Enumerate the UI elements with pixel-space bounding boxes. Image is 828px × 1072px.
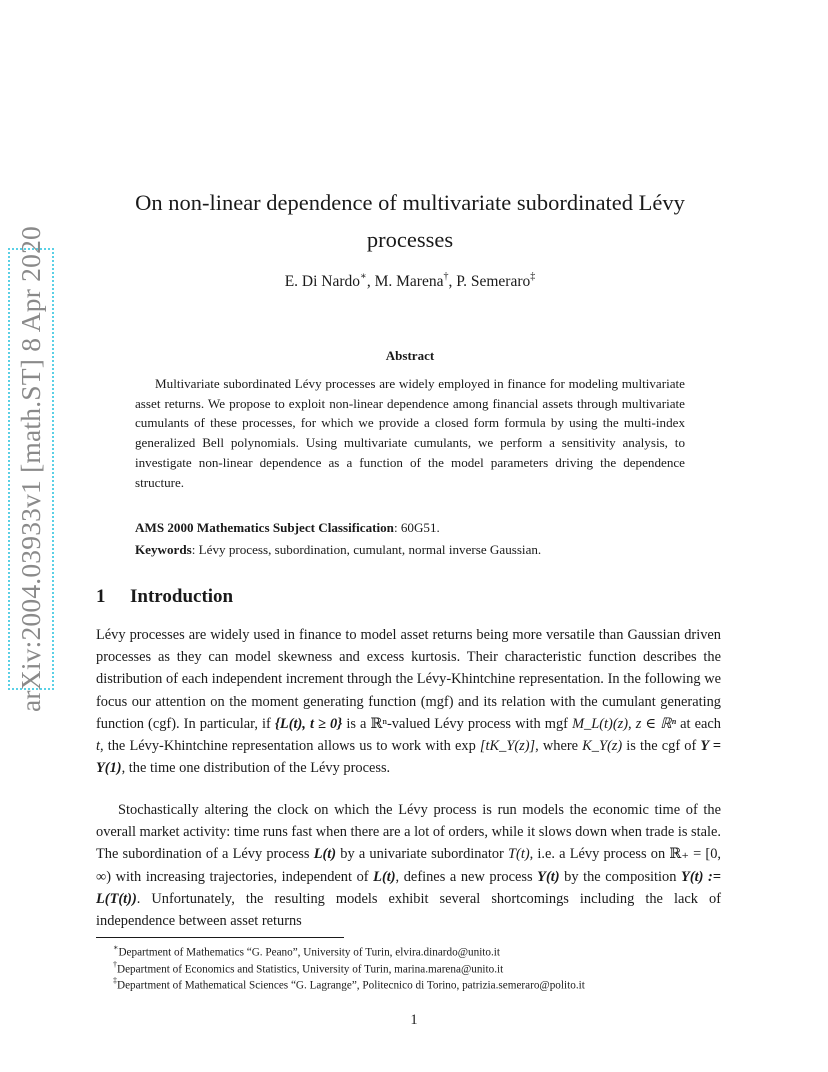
paragraph-text: Stochastically altering the clock on which the Lévy process is run models the economic time of the overall market activity: time runs fast when there are a lot of orders, while it slows down when trade is stale. The subordination of a Lévy process	[96, 802, 722, 863]
keywords-value: : Lévy process, subordination, cumulant, normal inverse Gaussian.	[191, 542, 542, 557]
paragraph-text: . Unfortunately, the resulting models exhibit several shortcomings including the lack of independence between asset returns	[96, 890, 721, 930]
footnote-text: Department of Mathematical Sciences “G. Lagrange”, Politecnico di Torino, patrizia.semeraro@polito.it	[117, 979, 585, 992]
math-expression: ℝ₊ = [0, ∞)	[96, 846, 722, 885]
paragraph-text: Lévy processes are widely used in finance to model asset returns being more versatile than Gaussian driven processes as they can model skewness and excess kurtosis. Their characteristic function describes the distribution of each independent increment through the Lévy-Khintchine representation. In the following we focus our attention on the moment generating function (mgf) and its relation with the cumulant generating function (cgf). In particular, if	[96, 627, 721, 732]
author-name: M. Marena	[374, 273, 444, 291]
author-footnote-mark[interactable]: †	[443, 271, 449, 282]
math-expression: Y(t) := L(T(t))	[96, 868, 721, 907]
math-expression: [tK_Y(z)]	[479, 738, 536, 755]
arxiv-identifier[interactable]: arXiv:2004.03933v1 [math.ST] 8 Apr 2020	[15, 226, 46, 712]
classification-line	[135, 518, 695, 537]
math-expression: ℝⁿ	[370, 715, 387, 732]
body-paragraph	[96, 799, 721, 932]
paragraph-text: , defines a new process	[395, 868, 538, 885]
classification-label: AMS 2000 Mathematics Subject Classification	[135, 520, 394, 535]
body-paragraph	[96, 624, 721, 779]
section-title: Introduction	[130, 586, 234, 607]
paragraph-text: , the time one distribution of the Lévy process.	[121, 760, 391, 777]
paragraph-text: is a	[342, 715, 371, 732]
paragraph-text: , where	[535, 738, 583, 755]
footnote-mark: †	[113, 960, 117, 969]
paragraph-text: is the cgf of	[622, 738, 701, 755]
math-expression: {L(t), t ≥ 0}	[274, 715, 343, 732]
abstract-heading: Abstract	[385, 348, 435, 363]
paragraph-text: , i.e. a Lévy process on	[529, 846, 670, 863]
section-number: 1	[96, 586, 106, 607]
math-expression: T(t)	[508, 846, 530, 863]
math-expression: M_L(t)(z), z ∈ ℝⁿ	[572, 715, 677, 732]
footnote-mark: ‡	[113, 976, 117, 985]
paragraph-text: at each	[676, 715, 721, 732]
paragraph-text: -valued Lévy process with mgf	[386, 715, 573, 732]
math-expression: Y(t)	[537, 868, 560, 885]
classification-value: : 60G51.	[393, 520, 440, 535]
math-expression: L(t)	[313, 846, 337, 863]
abstract-text: Multivariate subordinated Lévy processes are widely employed in finance for modeling multivariate asset returns. We propose to exploit non-linear dependence among financial assets through multivariate cumulants of these processes, for which we provide a closed form formula by using the multi-index generalized Bell polynomials. Using multivariate cumulants, we perform a sensitivity analysis, to investigate non-linear dependence as a function of the model parameters driving the dependence structure.	[135, 376, 685, 490]
keywords-line	[135, 540, 695, 559]
paper-title: On non-linear dependence of multivariate subordinated Lévy processes	[135, 190, 685, 252]
math-expression: L(t)	[373, 868, 396, 885]
footnote-text: Department of Mathematics “G. Peano”, University of Turin, elvira.dinardo@unito.it	[118, 946, 501, 959]
math-expression: Y = Y(1)	[96, 738, 722, 777]
footnote-text: Department of Economics and Statistics, University of Turin, marina.marena@unito.it	[117, 963, 504, 976]
author-footnote-mark[interactable]: ‡	[530, 271, 536, 282]
author-list: E. Di Nardo∗, M. Marena†, P. Semeraro‡	[284, 271, 536, 291]
page-number: 1	[410, 1012, 418, 1028]
paragraph-text: , the Lévy-Khintchine representation allows us to work with exp	[100, 738, 480, 755]
author-name: E. Di Nardo	[284, 273, 361, 291]
author-name: P. Semeraro	[456, 273, 531, 291]
paragraph-text: with increasing trajectories, independent of	[111, 868, 374, 885]
keywords-label: Keywords	[135, 542, 192, 557]
section-heading	[96, 586, 233, 608]
math-expression: t	[96, 738, 100, 755]
paragraph-text: by the composition	[559, 868, 682, 885]
paragraph-text: by a univariate subordinator	[336, 846, 509, 863]
footnote	[113, 974, 723, 994]
footnote-rule	[96, 937, 344, 938]
author-footnote-mark[interactable]: ∗	[360, 271, 367, 282]
math-expression: K_Y(z)	[582, 738, 623, 755]
footnote-mark: ∗	[113, 943, 119, 952]
